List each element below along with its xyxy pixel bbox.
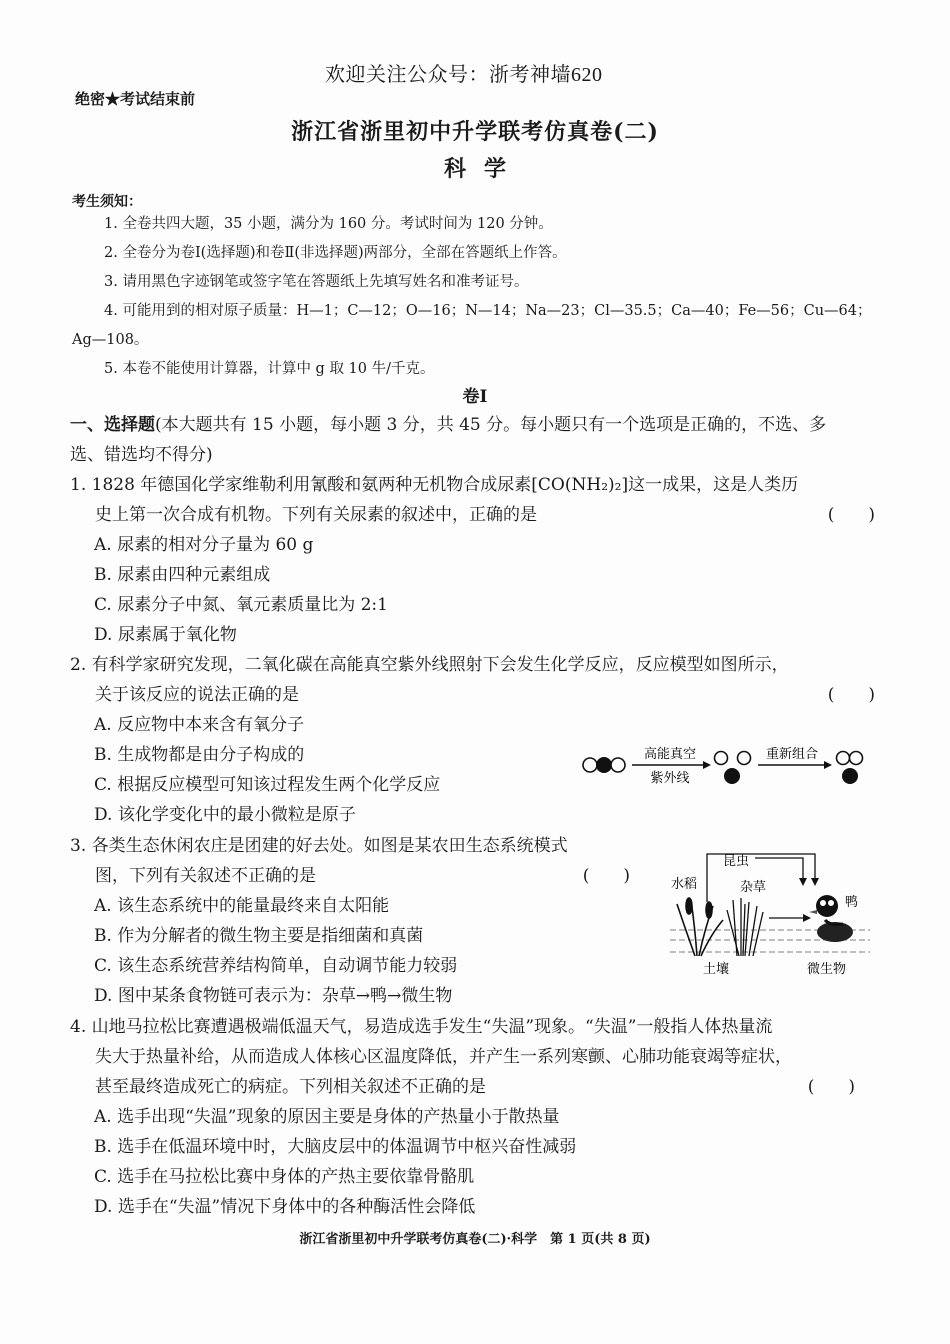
oxygen-atom [611,758,625,772]
arrow-2-top-label: 重新组合 [765,747,819,762]
question-stem: 4. 山地马拉松比赛遭遇极端低温天气，易造成选手发生“失温”现象。“失温”一般指人体热量流 [70,1017,773,1037]
question-stem: 1. 1828 年德国化学家维勒利用氰酸和氨两种无机物合成尿素[CO(NH₂)₂]这一成果，这是人类历 [70,475,799,495]
arrow-head [799,878,807,886]
answer-paren: ( ) [827,685,875,705]
question-1 [70,470,875,650]
oxygen-atom [837,752,850,765]
section-title: 一、选择题 [70,415,155,435]
notice-title: 考生须知： [72,194,142,210]
option-d: D. 尿素属于氧化物 [94,625,237,645]
notice-item: 1. 全卷共四大题，35 小题，满分为 160 分。考试时间为 120 分钟。 [104,216,553,232]
page-footer: 浙江省浙里初中升学联考仿真卷(二)·科学 第 1 页(共 8 页) [299,1232,651,1247]
rice-label: 水稻 [671,877,698,892]
insect-to-duck-arrow [755,858,803,878]
oxygen-atom [583,758,597,772]
option-d: D. 该化学变化中的最小微粒是原子 [94,805,356,825]
option-d: D. 图中某条食物链可表示为：杂草→鸭→微生物 [94,986,453,1006]
notice-item: 2. 全卷分为卷Ⅰ(选择题)和卷Ⅱ(非选择题)两部分，全部在答题纸上作答。 [104,245,567,261]
question-3 [70,831,630,1011]
arrow-head [803,914,811,922]
question-stem: 关于该反应的说法正确的是 ( ) [70,680,875,710]
exam-title: 浙江省浙里初中升学联考仿真卷(二) [291,119,659,145]
option-d: D. 选手在“失温”情况下身体中的各种酶活性会降低 [94,1197,476,1217]
question-stem: 2. 有科学家研究发现，二氧化碳在高能真空紫外线照射下会发生化学反应，反应模型如图所示， [70,655,789,675]
question-stem: 3. 各类生态休闲农庄是团建的好去处。如图是某农田生态系统模式 [70,836,568,856]
secret-label: 绝密★考试结束前 [75,90,196,108]
option-c: C. 尿素分子中氮、氧元素质量比为 2:1 [94,595,388,615]
duck-label: 鸭 [845,895,859,910]
option-a: A. 选手出现“失温”现象的原因主要是身体的产热量小于散热量 [94,1107,560,1127]
notice-list [72,210,882,384]
arrow-2-head [824,761,832,769]
carbon-atom [842,768,858,784]
ecosystem-diagram [665,848,875,980]
arrow-head [811,878,819,886]
option-a: A. 该生态系统中的能量最终来自太阳能 [94,896,390,916]
weed-icon [727,898,763,956]
option-a: A. 尿素的相对分子量为 60 g [94,535,314,555]
notice-item: 4. 可能用到的相对原子质量：H—1；C—12；O—16；N—14；Na—23；Cl—35.5；Ca—40；Fe—56；Cu—64； [104,303,872,319]
reaction-model-diagram [578,740,873,790]
option-b: B. 选手在低温环境中时，大脑皮层中的体温调节中枢兴奋性减弱 [94,1137,577,1157]
question-stem: 图，下列有关叙述不正确的是 ( ) [70,861,630,891]
arrow-1-bottom-label: 紫外线 [650,771,690,786]
oxygen-atom [738,752,751,765]
microbe-label: 微生物 [807,962,847,977]
option-c: C. 该生态系统营养结构简单，自动调节能力较弱 [94,956,458,976]
rice-plant-icon [677,898,723,956]
option-b: B. 尿素由四种元素组成 [94,565,271,585]
arrow-1-head [703,761,711,769]
weed-label: 杂草 [740,880,767,895]
section-desc: (本大题共有 15 小题，每小题 3 分，共 45 分。每小题只有一个选项是正确的，不选、多 [155,415,827,435]
answer-paren: ( ) [582,866,630,886]
option-a: A. 反应物中本来含有氧分子 [94,715,305,735]
oxygen-atom [715,752,728,765]
section-desc-2: 选、错选均不得分) [70,445,213,465]
subject-title: 科学 [443,156,524,182]
question-stem: 失大于热量补给，从而造成人体核心区温度降低，并产生一系列寒颤、心肺功能衰竭等症状， [95,1047,792,1067]
option-c: C. 选手在马拉松比赛中身体的产热主要依靠骨骼肌 [94,1167,475,1187]
notice-item: 3. 请用黑色字迹钢笔或签字笔在答题纸上先填写姓名和准考证号。 [104,274,529,290]
question-stem: 甚至最终造成死亡的病症。下列相关叙述不正确的是 ( ) [70,1072,855,1102]
option-b: B. 生成物都是由分子构成的 [94,745,305,765]
carbon-atom [596,757,612,773]
option-c: C. 根据反应模型可知该过程发生两个化学反应 [94,775,441,795]
soil-label: 土壤 [703,962,730,977]
answer-paren: ( ) [827,505,875,525]
question-stem: 史上第一次合成有机物。下列有关尿素的叙述中，正确的是 ( ) [70,500,875,530]
notice-item: 5. 本卷不能使用计算器，计算中 g 取 10 牛/千克。 [104,361,435,377]
section-heading [70,410,875,470]
volume-label: 卷Ⅰ [462,387,488,407]
arrow-1-top-label: 高能真空 [643,747,697,762]
answer-paren: ( ) [807,1077,855,1097]
notice-item: Ag—108。 [72,332,149,348]
insect-label: 昆虫 [723,854,750,869]
header-note: 欢迎关注公众号：浙考神墙620 [325,64,603,86]
question-4 [70,1012,855,1222]
carbon-atom [724,768,740,784]
oxygen-atom [850,752,863,765]
option-b: B. 作为分解者的微生物主要是指细菌和真菌 [94,926,424,946]
